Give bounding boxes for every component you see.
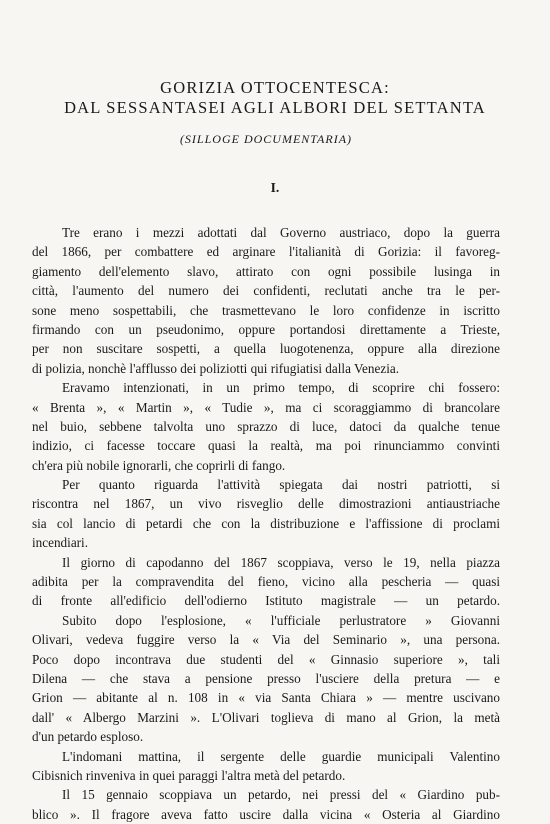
text-line: Olivari, vedeva fuggire verso la « Via del Seminario », una persona. [32, 632, 500, 648]
text-line: Tre erano i mezzi adottati dal Governo austriaco, dopo la guerra [62, 225, 500, 240]
text-line: Poco dopo incontrava due studenti del « Ginnasio superiore », tali [32, 651, 500, 667]
text-line: sia col lancio di petardi che con la distribuzione e l'affissione di proclami [32, 515, 500, 531]
text-line: blico ». Il fragore aveva fatto uscire dalla vicina « Osteria al Giardino [32, 806, 500, 822]
text-line: Subito dopo l'esplosione, « l'ufficiale perlustratore » Giovanni [62, 612, 500, 628]
text-line: Dilena — che stava a pensione presso l'usciere della pretura — e [32, 670, 500, 686]
text-line: per non suscitare sospetti, a quella luogotenenza, oppure alla direzione [32, 341, 500, 357]
text-line: giamento dell'elemento slavo, attirato con ogni possibile lusinga in [32, 263, 500, 279]
title-line-1: GORIZIA OTTOCENTESCA: [160, 78, 390, 97]
text-line: « Brenta », « Martin », « Tudie », ma ci scoraggiammo di brancolare [32, 399, 500, 415]
text-line: riscontra nel 1867, un vivo risveglio delle dimostrazioni antiaustriache [32, 496, 500, 512]
body-text [32, 223, 500, 824]
subtitle: (SILLOGE DOCUMENTARIA) [179, 132, 353, 146]
text-line: ch'era più nobile ignorarli, che coprirli di fango. [32, 457, 286, 473]
text-line: Il giorno di capodanno del 1867 scoppiava, verso le 19, nella piazza [62, 554, 500, 570]
text-line: d'un petardo esploso. [32, 729, 144, 745]
text-line: di fronte all'edificio dell'odierno Istituto magistrale — un petardo. [32, 593, 500, 609]
title-line-2: DAL SESSANTASEI AGLI ALBORI DEL SETTANTA [64, 98, 486, 117]
text-line: Cibisnich rinveniva in quei paraggi l'altra metà del petardo. [32, 767, 346, 783]
text-line: adibita per la compravendita del fieno, vicino alla pescheria — quasi [32, 574, 500, 590]
section-number: I. [270, 180, 280, 195]
text-line: sone meno sospettabili, che trasmettevano le loro confidenze in iscritto [32, 302, 500, 318]
text-line: L'indomani mattina, il sergente delle guardie municipali Valentino [62, 748, 500, 764]
text-line: Per quanto riguarda l'attività spiegata dai nostri patriotti, si [62, 477, 500, 493]
text-line: nel buio, sebbene talvolta uno sprazzo di luce, datoci da qualche tenue [32, 418, 500, 434]
text-line: di polizia, nonchè l'afflusso dei poliziotti qui rifugiatisi dalla Venezia. [32, 360, 400, 376]
text-line: indizio, ci facesse toccare quasi la realtà, ma poi rinunciammo convinti [32, 438, 500, 454]
text-line: incendiari. [32, 535, 89, 551]
text-line: Il 15 gennaio scoppiava un petardo, nei pressi del « Giardino pub- [62, 787, 500, 803]
text-line: Grion — abitante al n. 108 in « via Santa Chiara » — mentre uscivano [32, 690, 500, 706]
text-line: del 1866, per combattere ed arginare l'italianità di Gorizia: il favoreg- [32, 244, 500, 260]
text-line: Eravamo intenzionati, in un primo tempo, di scoprire chi fossero: [62, 380, 500, 396]
text-line: firmando con un pseudonimo, oppure portandosi direttamente a Trieste, [32, 321, 500, 337]
text-line: dall' « Albergo Marzini ». L'Olivari toglieva di mano al Grion, la metà [32, 709, 500, 725]
text-line: città, l'aumento del numero dei confidenti, reclutati anche tra le per- [32, 283, 500, 299]
